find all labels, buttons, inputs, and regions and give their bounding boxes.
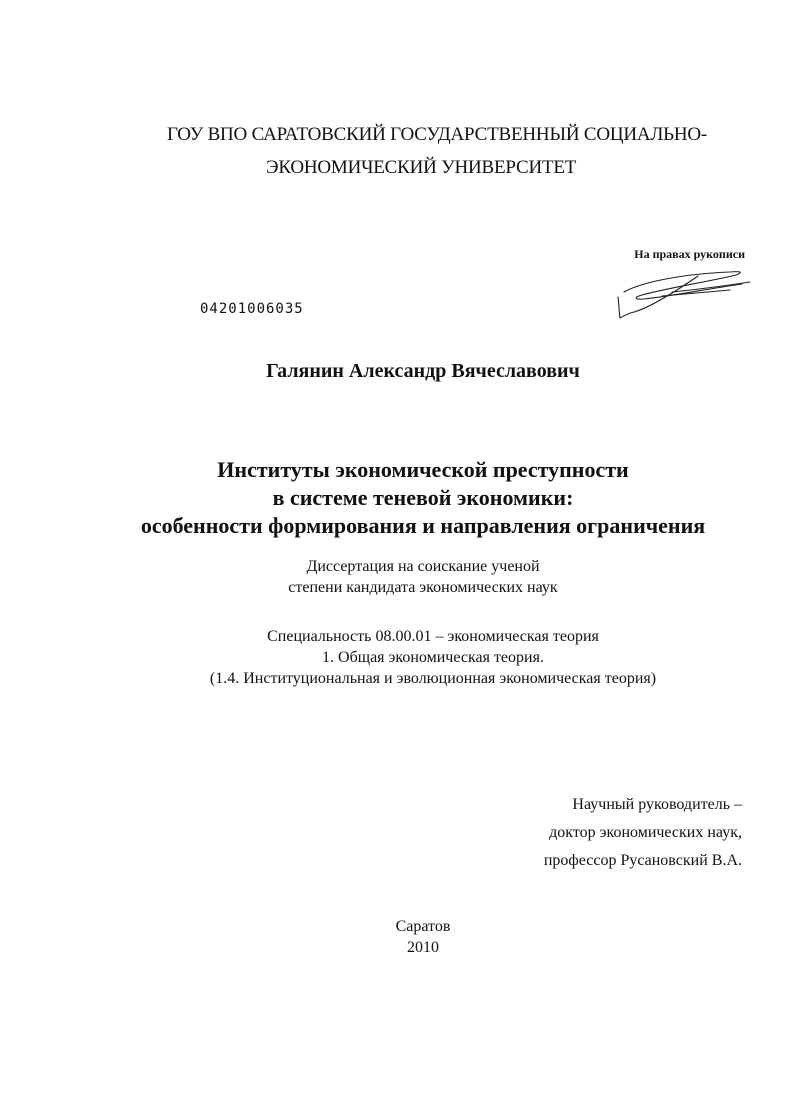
- signature-icon: [612, 262, 762, 324]
- university-header: [60, 118, 760, 184]
- university-line-2: ЭКОНОМИЧЕСКИЙ УНИВЕРСИТЕТ: [266, 157, 577, 178]
- specialty-line-2: 1. Общая экономическая теория.: [322, 649, 544, 666]
- specialty-block: [0, 626, 795, 689]
- year: 2010: [407, 939, 439, 956]
- rights-note: На правах рукописи: [634, 247, 745, 261]
- document-code: 04201006035: [200, 301, 304, 317]
- title-line-2: в системе теневой экономики:: [272, 485, 574, 510]
- dissertation-title: [0, 456, 795, 540]
- city: Саратов: [395, 918, 451, 935]
- author-name: Галянин Александр Вячеславович: [266, 360, 580, 382]
- title-line-3: особенности формирования и направления ограничения: [140, 513, 706, 538]
- supervisor-line-3: профессор Русановский В.А.: [543, 852, 742, 869]
- degree-statement: [0, 556, 795, 598]
- place-and-year: [0, 916, 795, 958]
- title-line-1: Институты экономической преступности: [217, 457, 629, 482]
- degree-line-2: степени кандидата экономических наук: [288, 579, 558, 596]
- supervisor-block: [430, 791, 742, 875]
- supervisor-line-2: доктор экономических наук,: [549, 824, 742, 841]
- specialty-line-1: Специальность 08.00.01 – экономическая теория: [267, 628, 599, 645]
- supervisor-line-1: Научный руководитель –: [572, 796, 742, 813]
- specialty-line-3: (1.4. Институциональная и эволюционная экономическая теория): [209, 670, 657, 687]
- degree-line-1: Диссертация на соискание ученой: [306, 558, 540, 575]
- university-line-1: ГОУ ВПО САРАТОВСКИЙ ГОСУДАРСТВЕННЫЙ СОЦИАЛЬНО-: [167, 124, 708, 145]
